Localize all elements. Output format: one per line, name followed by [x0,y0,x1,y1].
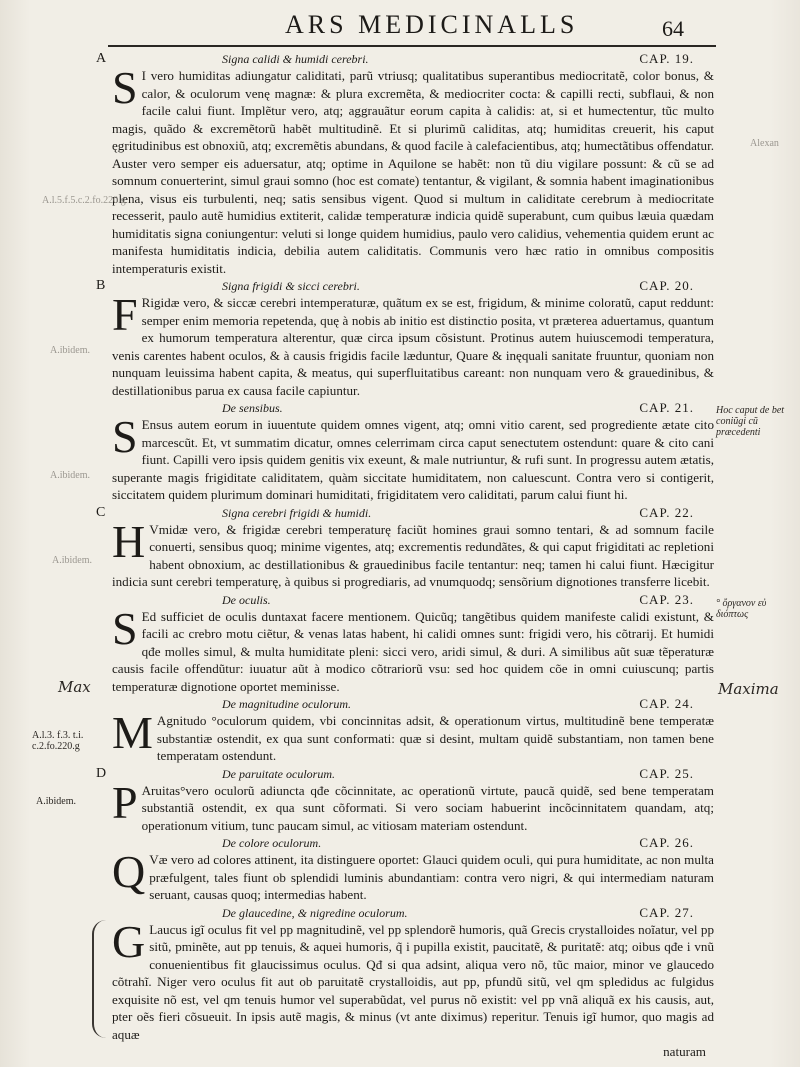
paragraph-text: Ed sufficiet de oculis duntaxat facere mentionem. Quicũq; tangẽtibus quidem manifeste calidi existunt, & facili ac crebro motu ciẽtur, & venas latas habent, hi calidi omnes sunt: frigidi vero, his cõtrarij. Et humidi qđe molles simul, & multa humiditate pleni: sicci vero, aridi simul, & duri. A similibus aũt suæ tẽperaturæ causis facile offendũtur: iuuatur aũt à modico cõtrariorũ vsu: sed hoc quidem cõe in omni cuiuscunq; partis temperaturæ dignotione oportet meminisse. [112,608,714,694]
chapter-heading [112,50,714,67]
paragraph-text: Rigidæ vero, & siccæ cerebri intemperaturæ, quãtum ex se est, frigidum, & minime coloratũ, caput reddunt: semper enim memoria repetenda, quę à nobis ab initio est distinctio posita, vt præterea aduertamus, quantum ex humorum temperatura alterentur, quæ circa ipsum cõsistunt. Protinus autem huiuscemodi temperatura, venis carentes habent oculos, & à causis frigidis facile læduntur, Quare & inęquali sanitate fruuntur, quoniam non nunquam leuissima habent capita, & meatus, qui superfluitatibus careant: non nunquam vero & grauedinibus, & destillationibus parua ex causa facile capiuntur. [112,295,714,398]
chapter-paragraph [112,915,714,1044]
catchword: naturam [663,1044,706,1059]
chapter-number: CAP. 25. [639,765,694,781]
chapter-number: CAP. 27. [639,904,694,920]
section-cap-23 [112,591,714,696]
drop-cap: P [112,776,138,828]
chapter-title: Signa cerebri frigidi & humidi. [222,505,372,520]
drop-cap: S [112,602,138,654]
paragraph-text: Ensus autem eorum in iuuentute quidem omnes vigent, atq; omni vitio carent, sed progrediente ætate cito marcescũt. Et, vt summatim dicatur, omnes celerrimam circa caput senectutem ostendunt: quare & cito cani fiunt. Capilli vero ipsis quidem genitis vix exeunt, & male nutriuntur, & rufi sunt. In progressu autem ætatis, superante magis frigiditate caliditatem, quàm siccitate humiditatem, non caluescunt. Contra vero si contigerit, siccitatem quidem plurimum dominari humiditati, frigiditatem vero caliditati, parum calui fiunt hi. [112,417,714,502]
margin-reference: A.l.3. f.3. t.i. c.2.fo.220.g [32,730,84,752]
section-letter: B [96,278,106,293]
section-cap-20 [96,277,714,399]
drop-cap: F [112,289,138,340]
chapter-number: CAP. 24. [639,696,694,711]
chapter-title: De glaucedine, & nigredine oculorum. [222,905,408,920]
section-cap-21 [112,399,714,504]
chapter-paragraph [112,602,714,696]
chapter-paragraph [112,707,714,765]
chapter-number: CAP. 20. [639,278,694,293]
chapter-heading [112,399,714,416]
drop-cap: H [112,515,146,567]
drop-cap: Q [112,846,146,897]
section-cap-22 [96,504,714,591]
chapter-heading [112,765,714,782]
chapter-heading [112,834,714,851]
margin-note-faint: Alexan [750,138,779,149]
chapter-number: CAP. 26. [639,835,694,850]
chapter-number: CAP. 21. [639,400,694,415]
drop-cap: G [112,915,146,967]
chapter-paragraph [112,515,714,591]
chapter-heading [112,277,714,294]
running-head: ARS MEDICINALLS [285,10,579,39]
chapter-heading [112,695,714,712]
margin-ibidem: A.ibidem. [52,555,92,566]
chapter-heading [112,591,714,608]
section-cap-19 [96,50,714,277]
catchword-row [112,1043,714,1061]
chapter-number: CAP. 19. [639,51,694,66]
margin-note-chapter: Hoc caput de bet coniũgi cũ præcedenti [716,405,785,438]
drop-cap: M [112,707,153,758]
section-cap-26 [112,834,714,904]
chapter-title: Signa frigidi & sicci cerebri. [222,279,360,293]
section-cap-25 [96,765,714,835]
margin-handwritten-left: Max [58,678,91,696]
section-cap-24 [112,695,714,765]
chapter-paragraph [112,62,714,277]
chapter-title: De oculis. [222,592,271,607]
drop-cap: S [112,62,138,113]
chapter-title: De colore oculorum. [222,836,322,850]
header-rule [108,45,716,47]
chapter-heading [112,504,714,521]
paragraph-text: Vmidæ vero, & frigidæ cerebri temperaturę faciũt homines graui somno tentari, & ad somnum facile conuerti, sensibus quoq; minime vigentes, atq; excrementis redundãtes, & qui caput frigiditati ac repletioni habent obnoxium, ac destillationibus & grauedinibus facile tentantur: neq; tamen hi calui fiunt. Hæcigitur indicia sunt cerebri temperaturę, à quibus si progrediaris, ad vnumquodq; sensõrium dignotiones transferre licebit. [112,521,714,589]
paragraph-text: Væ vero ad colores attinent, ita distinguere oportet: Glauci quidem oculi, qui pura humiditate, ac non multa præfulgent, tales fiunt ob splendidi luminis abundantiam: contra vero nigri, & qui intermediam naturam seruant, causas quoq; intermedias habent. [149,852,714,902]
chapter-paragraph [112,776,714,835]
drop-cap: S [112,411,138,462]
margin-ibidem: A.ibidem. [50,345,90,356]
chapter-number: CAP. 22. [639,504,694,520]
chapter-heading [112,904,714,921]
chapter-paragraph [112,846,714,904]
margin-reference: A.l.5.f.5.c.2.fo.220.g [42,195,126,206]
chapter-number: CAP. 23. [639,591,694,607]
margin-handwritten-right: Maxima [718,680,779,698]
chapter-title: De sensibus. [222,401,283,415]
chapter-paragraph [112,411,714,504]
margin-ibidem: A.ibidem. [50,470,90,481]
chapter-title: De paruitate oculorum. [222,766,335,781]
paragraph-text: Agnitudo °oculorum quidem, vbi concinnitas adsit, & operationum virtus, multitudinẽ bene temperatæ substantiæ ostendit, ex qua sunt conformati: quæ si desint, multam quidẽ substantiam, non tamen bene temperatam ostendunt. [156,713,714,763]
section-letter: A [96,51,107,66]
paragraph-text: I vero humiditas adiungatur caliditati, parũ vtriusq; qualitatibus superantibus mediocritatẽ, color bonus, & calor, & oculorum venę magnæ: & plura excremẽta, & mediocriter cocta: & capilli recti, subflaui, & non facile calui fiunt. Implẽtur vero, atq; aggrauãtur eorum capita à calidis: at, si et humectentur, tũc multo magis, quãdo & excremẽtorũ habẽt multitudinẽ. Et si plurimũ caliditas, atq; humiditas creuerit, his caput ęgritudinibus est obnoxiũ, atq; excremẽtis abundans, & quod facile à calefacientibus, atq; humectãtibus offendatur. Auster vero semper eis aduersatur, atq; optime in Aquilone se habẽt: non tũ diu vigilare possunt: & cũ se ad somnum conuerterint, simul graui somno (hoc est comate) tentantur, & vigilant, & somnia habent imaginationibus plena, visus eis turbulenti, neq; satis sensibus vigent. Quod si multum in caliditate cerebrum à mediocritate recesserit, paulo autẽ humidius extiterit, calidæ temperaturæ indicia quidẽ superabunt, cum quibus læuia quædam humiditatis signa coniungentur: veluti si longe quidem humidius, paulo vero calidius, vehementia quidem erunt ac manifesta humiditatis indicia, debilia autem caliditatis. Communis vero hæc ratio in omnibus compositis intemperaturis existit. [112,68,714,276]
section-letter: C [96,504,106,520]
main-text-block [96,50,714,1061]
section-letter: D [96,765,107,781]
paragraph-text: Laucus igĩ oculus fit vel pp magnitudinẽ, vel pp splendorẽ humoris, quã Grecis crystalloides noĩatur, vel pp sitũ, pminẽte, aut pp tenuis, & aquei humoris, q̃ i pupilla existit, paucitatẽ, & puritatẽ: atq; oibus qđe i vnũ conuenientibus fit glaucissimus oculus. Qđ si qua adsint, aliqua vero nõ, tũc maior, minor ve glaucedo cõtrahĩ. Niger vero oculus fit aut ob paruitatẽ crystalloidis, aut pp, pfundũ sitũ, vel qm spledidus ac fulgidus exquisite nõ est, vel qm tenuis humor vel superabũdat, vel purus nõ existit: vel pp vnã aliquã ex his causis, aut, pter oẽs fieri cõsueuit. In ipsis autẽ magis, & minus (vt ante diximus) reperitur. Tenuis igĩ humor, quo magis ad aquæ [112,921,714,1042]
paragraph-text: Aruitas°vero oculorũ adiuncta qđe cõcinnitate, ac operationũ virtute, paucã quidẽ, sed bene temperatam substantiã ostendit, ex qua sunt cõformati. Si vero sociam habuerint incõcinnitatem quandam, atq; operationum vitium, tunc paucam simul, ac vitiosam materiam ostendunt. [141,782,714,833]
chapter-paragraph [112,289,714,399]
chapter-title: Signa calidi & humidi cerebri. [222,52,369,66]
margin-greek-note: ° ὄργανον εὐ διόπτως [716,598,767,620]
chapter-title: De magnitudine oculorum. [222,697,351,711]
margin-ibidem: A.ibidem. [36,796,76,807]
section-cap-27 [112,904,714,1044]
page-number: 64 [662,16,684,41]
handwritten-bracket [92,920,108,1038]
